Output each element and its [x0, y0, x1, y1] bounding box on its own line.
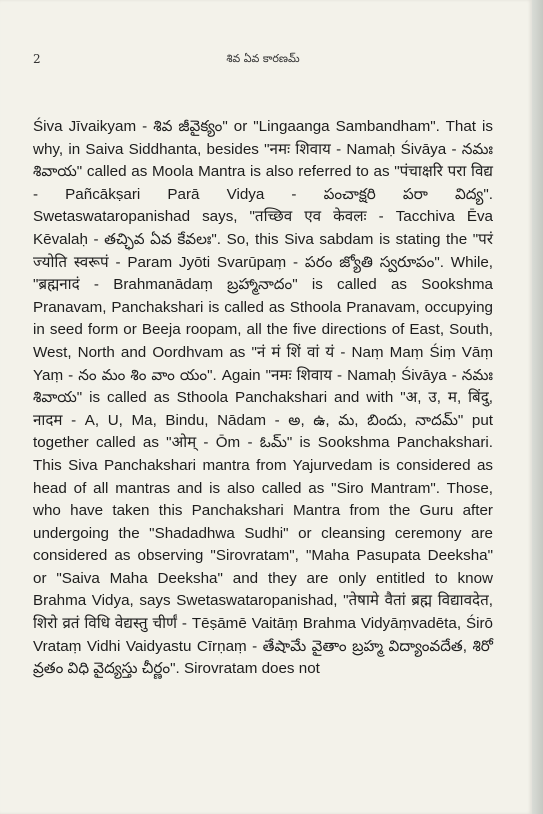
paragraph: Śiva Jīvaikyam - శివ జీవైక్యం" or "Lingaanga Sambandham". That is why, in Saiva Siddhanta, besides "नमः शिवाय - Namaḥ Śivāya - నమః శివాయ" called as Moola Mantra is also referred to as "पंचाक्षरि परा विद्य - Pañcākṣari Parā Vidya - పంచాక్షరి పరా విద్య". Swetaswataropanishad says, "तच्छिव एव केवलः - Tacchiva Ēva Kēvalaḥ - తచ్ఛివ ఏవ కేవలః". So, this Siva sabdam is stating the "परं ज्योति स्वरूपं - Param Jyōti Svarūpaṃ - పరం జ్యోతి స్వరూపం". While, "ब्रह्मनादं - Brahmanādaṃ బ్రహ్మానాదం" is called as Sookshma Pranavam, Panchakshari is called as Sthoola Pranavam, occupying in seed form or Beeja roopam, all the five directions of East, South, West, North and Oordhvam as "नं मं शिं वां यं - Naṃ Maṃ Śiṃ Vāṃ Yaṃ - నం మం శిం వాం యం". Again "नमः शिवाय - Namaḥ Śivāya - నమః శివాయ" is called as Sthoola Panchakshari and with "अ, उ, म, बिंदु, नादम - A, U, Ma, Bindu, Nādam - అ, ఉ, మ, బిందు, నాదమ్" put together called as "ओम् - Ōm - ఓమ్" is Sookshma Panchakshari. This Siva Panchakshari mantra from Yajurvedam is considered as head of all mantras and is also called as "Siro Mantram". Those, who have taken this Panchakshari Mantra from the Guru after undergoing the "Shadadhwa Sudhi" or cleansing ceremony are considered as observing "Sirovratam", "Maha Pasupata Deeksha" or "Saiva Maha Deeksha" and they are only entitled to know Brahma Vidya, says Swetaswataropanishad, "तेषामे वैतां ब्रह्म विद्यावदेत, शिरो व्रतं विधि वेद्यस्तु चीर्णं - Tēṣāmē Vaitāṃ Brahma Vidyāṃvadēta, Śirō Vrataṃ Vidhi Vaidyastu Cīrṇaṃ - తేషామే వైతాం బ్రహ్మ విద్యాంవదేత, శిరో వ్రతం విధి వైద్యస్తు చీర్ణం". Sirovratam does not: [33, 118, 493, 678]
page-number: 2: [33, 52, 41, 66]
page-edge: [532, 0, 543, 814]
body-text: [33, 116, 493, 681]
running-title: శివ ఏవ కారణమ్: [226, 52, 300, 65]
